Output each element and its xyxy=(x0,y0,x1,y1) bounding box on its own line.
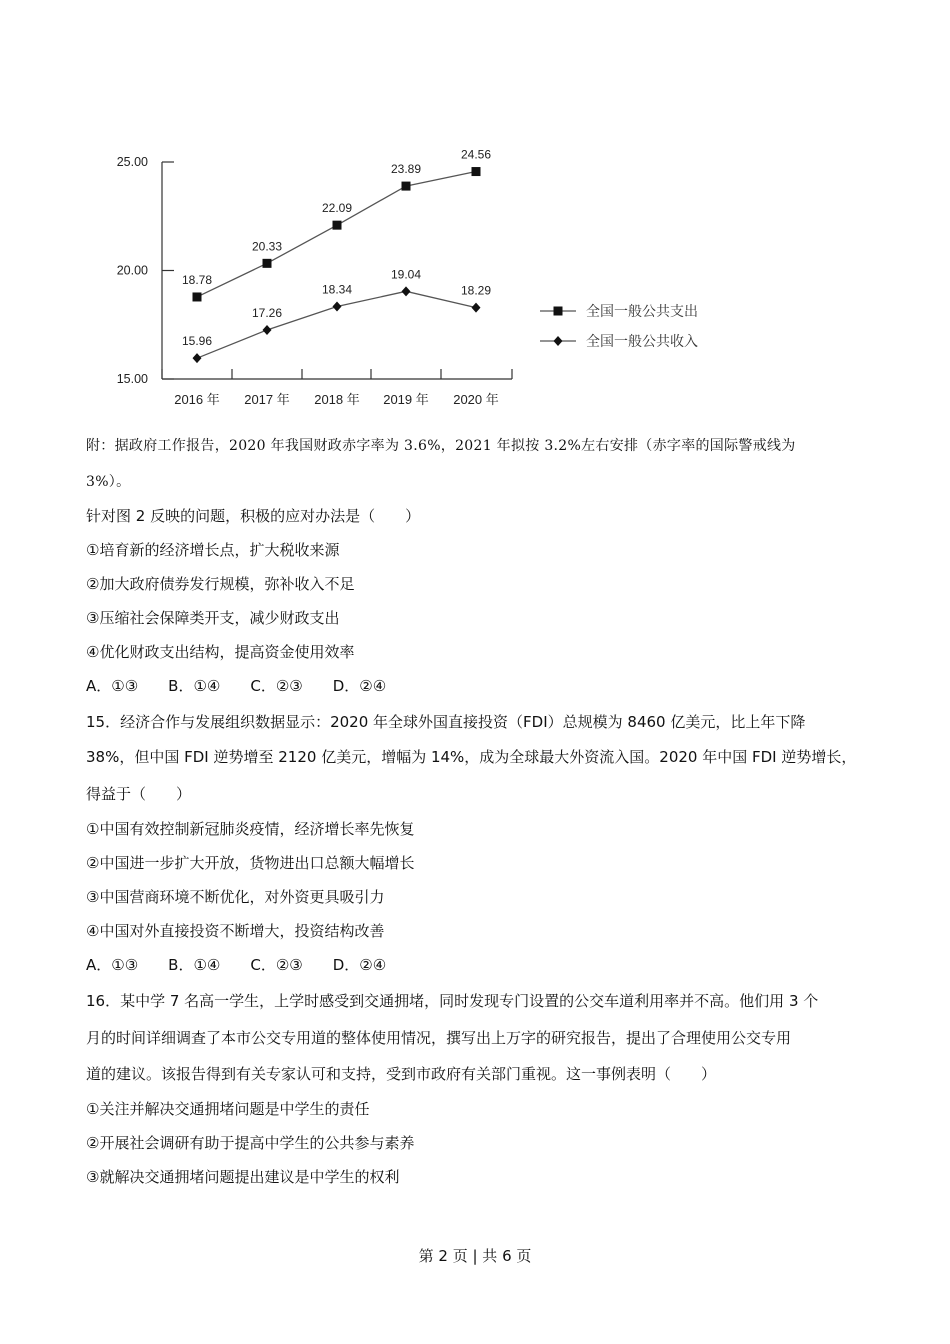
q14-option-4: ④优化财政支出结构，提高资金使用效率 xyxy=(86,643,355,661)
data-point-diamond xyxy=(402,286,411,296)
q16-stem-line-3: 道的建议。该报告得到有关专家认可和支持，受到市政府有关部门重视。这一事例表明（ ） xyxy=(86,1065,717,1083)
data-label: 18.29 xyxy=(460,283,492,298)
legend-label: 全国一般公共支出 xyxy=(586,303,698,319)
x-tick-label: 2018 年 xyxy=(314,392,360,407)
x-tick-label: 2020 年 xyxy=(453,392,499,407)
q15-option-2: ②中国进一步扩大开放，货物进出口总额大幅增长 xyxy=(86,854,415,872)
data-label: 22.09 xyxy=(321,201,353,216)
x-tick-label: 2016 年 xyxy=(174,392,220,407)
q14-option-1: ①培育新的经济增长点，扩大税收来源 xyxy=(86,541,340,559)
page-footer: 第 2 页 | 共 6 页 xyxy=(418,1247,532,1265)
q15-stem-line-3: 得益于（ ） xyxy=(86,785,192,803)
data-point-diamond xyxy=(333,302,342,312)
y-tick-label: 25.00 xyxy=(116,155,148,169)
data-label: 20.33 xyxy=(251,239,283,254)
q15-option-3: ③中国营商环境不断优化，对外资更具吸引力 xyxy=(86,888,385,906)
chart-legend xyxy=(540,303,698,349)
series-line xyxy=(197,172,476,297)
data-label: 17.26 xyxy=(251,305,283,320)
chart-note-line-2: 3%）。 xyxy=(86,474,131,490)
data-point-diamond xyxy=(193,353,202,363)
data-label: 15.96 xyxy=(181,334,213,349)
q16-option-1: ①关注并解决交通拥堵问题是中学生的责任 xyxy=(86,1100,370,1118)
legend-marker-diamond xyxy=(554,336,563,346)
chart-axes xyxy=(117,155,512,407)
q16-stem-line-1: 16．某中学 7 名高一学生，上学时感受到交通拥堵，同时发现专门设置的公交车道利用率并不高。他们用 3 个 xyxy=(86,992,819,1010)
data-point-square xyxy=(402,182,411,191)
data-point-square xyxy=(333,221,342,230)
data-label: 18.78 xyxy=(181,272,213,287)
q15-answers: A．①③ B．①④ C．②③ D．②④ xyxy=(86,956,387,974)
data-label: 18.34 xyxy=(321,282,353,297)
q15-option-4: ④中国对外直接投资不断增大，投资结构改善 xyxy=(86,922,385,940)
data-point-diamond xyxy=(263,325,272,335)
x-tick-label: 2019 年 xyxy=(383,392,429,407)
y-tick-label: 15.00 xyxy=(116,372,148,386)
data-point-square xyxy=(263,259,272,268)
data-label: 19.04 xyxy=(390,267,422,282)
chart-series xyxy=(182,148,491,364)
q15-stem-line-1: 15．经济合作与发展组织数据显示：2020 年全球外国直接投资（FDI）总规模为 8460 亿美元，比上年下降 xyxy=(86,713,806,731)
q16-stem-line-2: 月的时间详细调查了本市公交专用道的整体使用情况，撰写出上万字的研究报告，提出了合理使用公交专用 xyxy=(86,1029,792,1047)
x-tick-label: 2017 年 xyxy=(244,392,290,407)
q15-option-1: ①中国有效控制新冠肺炎疫情，经济增长率先恢复 xyxy=(86,820,415,838)
legend-marker-square xyxy=(554,307,563,316)
y-tick-label: 20.00 xyxy=(116,263,148,278)
q15-stem-line-2: 38%，但中国 FDI 逆势增至 2120 亿美元，增幅为 14%，成为全球最大外资流入国。2020 年中国 FDI 逆势增长， xyxy=(86,748,857,766)
q16-option-2: ②开展社会调研有助于提高中学生的公共参与素养 xyxy=(86,1134,415,1152)
q16-option-3: ③就解决交通拥堵问题提出建议是中学生的权利 xyxy=(86,1168,400,1186)
fiscal-line-chart xyxy=(90,138,730,418)
chart-note-line-1: 附：据政府工作报告，2020 年我国财政赤字率为 3.6%，2021 年拟按 3.2%左右安排（赤字率的国际警戒线为 xyxy=(86,438,796,454)
data-label: 24.56 xyxy=(460,147,492,162)
q14-answers: A．①③ B．①④ C．②③ D．②④ xyxy=(86,677,387,695)
data-point-square xyxy=(472,167,481,176)
q14-option-3: ③压缩社会保障类开支，减少财政支出 xyxy=(86,609,340,627)
data-label: 23.89 xyxy=(390,162,422,177)
legend-label: 全国一般公共收入 xyxy=(586,333,698,349)
q14-stem: 针对图 2 反映的问题，积极的应对办法是（ ） xyxy=(86,507,421,525)
series-line xyxy=(197,291,476,358)
data-point-diamond xyxy=(472,303,481,313)
q14-option-2: ②加大政府债券发行规模，弥补收入不足 xyxy=(86,575,355,593)
data-point-square xyxy=(193,292,202,301)
